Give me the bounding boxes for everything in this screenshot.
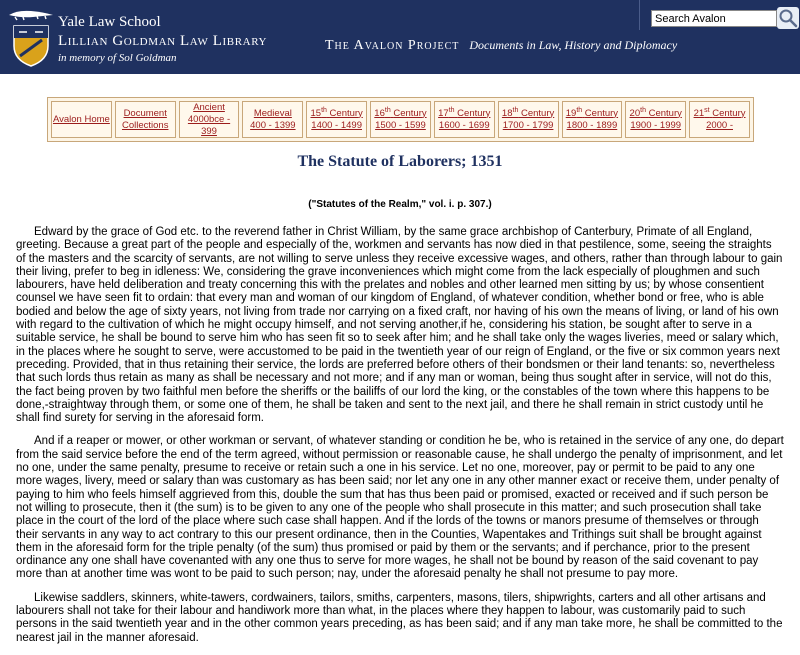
nav-label: Ancient <box>193 101 225 113</box>
nav-17th-century[interactable] <box>434 101 495 138</box>
nav-21st-century[interactable] <box>689 101 750 138</box>
nav-16th-century[interactable] <box>370 101 431 138</box>
search-box <box>651 10 777 28</box>
site-header <box>0 0 800 74</box>
nav-range: 2000 - <box>706 119 733 131</box>
nav-sup: th <box>448 106 455 114</box>
yale-logo[interactable] <box>7 6 55 68</box>
project-subtitle: Documents in Law, History and Diplomacy <box>469 38 678 52</box>
avalon-project-title[interactable] <box>325 36 677 54</box>
search-button[interactable] <box>777 7 799 29</box>
nav-18th-century[interactable] <box>498 101 559 138</box>
school-name: Yale Law School <box>58 14 161 30</box>
nav-label: Medieval <box>253 107 292 119</box>
nav-word: Century <box>520 107 555 119</box>
era-navigation <box>47 97 754 142</box>
nav-word: Century <box>329 107 363 119</box>
nav-19th-century[interactable] <box>562 101 623 138</box>
header-divider <box>639 0 640 30</box>
nav-range: 1900 - 1999 <box>630 119 682 131</box>
nav-range: 400 - 1399 <box>250 119 296 131</box>
gator-icon <box>9 11 53 20</box>
nav-num: 16 <box>374 107 385 119</box>
nav-sup: th <box>640 106 646 114</box>
nav-num: 19 <box>565 107 577 119</box>
nav-range: 1600 - 1699 <box>438 119 490 131</box>
nav-range: 1500 - 1599 <box>375 119 426 131</box>
nav-20th-century[interactable] <box>625 101 686 138</box>
nav-word: Century <box>712 107 746 119</box>
memoriam-text: in memory of Sol Goldman <box>58 52 177 64</box>
nav-sup: th <box>512 106 519 114</box>
document-citation: ("Statutes of the Realm," vol. i. p. 307.) <box>308 199 492 210</box>
paragraph: Likewise saddlers, skinners, white-tawers, cordwainers, tailors, smiths, carpenters, masons, tilers, shipwrights, carters and all other artisans and labourers shall not take for their labour and handiwork more than what, in the places where they happen to labour, was customarily paid to such persons in the said twentieth year and in the other common years preceding, as has been said; and if any man take more, he shall be committed to the nearest jail in the manner aforesaid. <box>16 591 783 644</box>
nav-label: Document <box>123 107 167 119</box>
nav-sup: th <box>384 106 391 114</box>
nav-range: 1400 - 1499 <box>311 119 362 131</box>
magnifier-icon <box>777 7 799 29</box>
nav-label: Avalon Home <box>52 113 110 125</box>
nav-num: 21 <box>693 107 705 119</box>
nav-word: Century <box>584 107 619 119</box>
nav-num: 18 <box>501 107 513 119</box>
nav-num: 15 <box>310 107 322 119</box>
paragraph: And if a reaper or mower, or other workman or servant, of whatever standing or condition he be, who is retained in the service of any one, do depart from the said service before the end of the term agreed, without permission or reasonable cause, he shall undergo the penalty of imprisonment, and let no one, under the same penalty, presume to receive or retain such a one in his service. Let no one, moreover, pay or permit to be paid to any one more wages, livery, meed or salary than was customary as has been said; nor let any one in any other manner exact or receive them, under penalty of paying to him who feels himself aggrieved from this, double the sum that has thus been paid or promised, exacted or received and if such person be not willing to prosecute, then it (the sum) is to be given to any one of the people who shall prosecute in this matter; and such prosecution shall take place in the court of the lord of the place where such case shall happen. And if the lords of the towns or manors presume of themselves or through their servants in any way to act contrary to this our present ordinance, then in the Counties, Wapentakes and Trithings suit shall be brought against them in the aforesaid form for the triple penalty (of the sum) thus promised or paid by them or the servants; and if perchance, prior to the present ordinance any one shall have covenanted with any one thus to serve for more wages, he shall not be bound by reason of the said covenant to pay more than at another time was wont to be paid to such person; nay, under the aforesaid penalty he shall not presume to pay more. <box>16 435 784 581</box>
nav-ancient[interactable] <box>179 101 240 138</box>
nav-15th-century[interactable] <box>306 101 367 138</box>
document-body <box>16 226 784 655</box>
nav-medieval[interactable] <box>242 101 303 138</box>
shield-icon <box>14 26 48 66</box>
nav-range: 1800 - 1899 <box>566 119 618 131</box>
nav-sup: st <box>704 106 710 114</box>
library-name: Lillian Goldman Law Library <box>58 33 268 49</box>
nav-sup: th <box>321 106 327 114</box>
project-name: The Avalon Project <box>325 38 460 53</box>
nav-range: 4000bce - 399 <box>187 113 231 137</box>
nav-avalon-home[interactable] <box>51 101 112 138</box>
document-title: The Statute of Laborers; 1351 <box>297 153 503 170</box>
paragraph: Edward by the grace of God etc. to the reverend father in Christ William, by the same grace archbishop of Canterbury, Primate of all England, greeting. Because a great part of the people and especially of the, workmen and servants has now died in that pestilence, some, seeing the straights of the masters and the scarcity of servants, are not willing to serve unless they receive excessive wages, and others, rather than through labour to gain their living, prefer to beg in idleness: We, considering the grave inconveniences which might come from the lack especially of ploughmen and such labourers, have held deliberation and treaty concerning this with the prelates and nobles and other learned men sitting by us; by whose consentient counsel we have seen fit to ordain: that every man and woman of our kingdom of England, of whatever condition, whether bond or free, who is able bodied and below the age of sixty years, not living from trade nor carrying on a fixed craft, nor having of his own the means of living, or land of his own with regard to the cultivation of which he might occupy himself, and not serving another,if he, considering his station, be sought after to serve in a suitable service, he shall be bound to serve him who has seen fit so to seek after him; and he shall take only the wages liveries, meed or salary which, in the places where he sought to serve, were accustomed to be paid in the twentieth year of our reign of England, or the five or six common years next preceding. Provided, that in thus retaining their service, the lords are preferred before others of their bondsmen or their land tenants: so, nevertheless that such lords thus retain as many as shall be necessary and not more; and if any man or woman, being thus sought after in service, will not do this, the fact being proven by two faithful men before the sheriffs or the bailiffs of our lord the king, or the constables of the town where this happens to be done,-straightway through them, or some one of them, he shall be taken and sent to the next jail, and there he shall remain in strict custody until he shall find surety for serving in the aforesaid form. <box>16 226 783 425</box>
nav-word: Century <box>393 107 427 119</box>
search-input[interactable] <box>651 10 777 27</box>
nav-range: 1700 - 1799 <box>502 119 554 131</box>
nav-label-line2: Collections <box>121 119 169 131</box>
school-branding[interactable] <box>58 14 267 66</box>
nav-num: 17 <box>438 107 449 119</box>
nav-num: 20 <box>629 107 641 119</box>
nav-sup: th <box>576 106 583 114</box>
nav-word: Century <box>648 107 682 119</box>
nav-word: Century <box>457 107 491 119</box>
nav-document-collections[interactable] <box>115 101 176 138</box>
